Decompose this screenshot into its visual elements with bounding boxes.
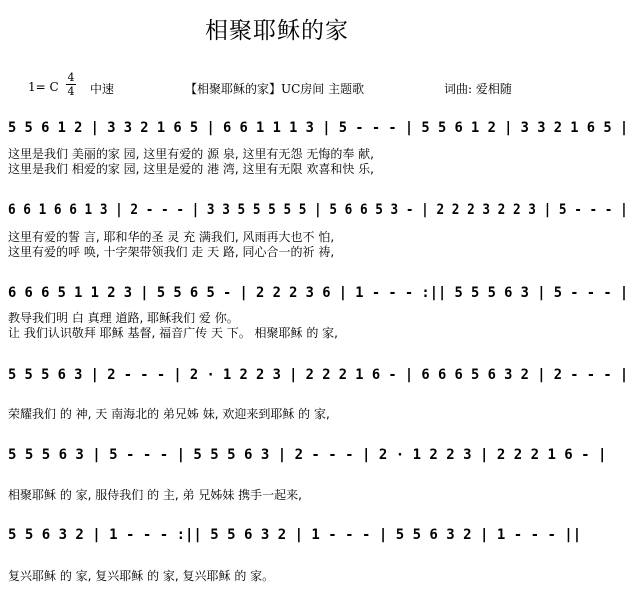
tempo-marking: 中速 xyxy=(90,82,115,96)
score-row-5-lyrics: 相聚耶稣 的 家, 服侍我们 的 主, 弟 兄姊妹 携手一起来, xyxy=(8,488,302,502)
score-row-2-lyrics-verse-1: 这里有爱的誓 言, 耶和华的圣 灵 充 满我们, 风雨再大也不 怕, xyxy=(8,230,335,244)
time-signature-bottom: 4 xyxy=(67,85,75,98)
score-row-1-lyrics-verse-2: 这里是我们 相爱的家 园, 这里是爱的 港 湾, 这里有无限 欢喜和快 乐, xyxy=(8,162,374,176)
score-row-2-notes: 6 6 1 6 6 1 3 | 2 - - - | 3 3 5 5 5 5 5 | 5 6 6 5 3 - | 2 2 2 3 2 2 3 | 5 - - - | xyxy=(8,202,628,218)
time-signature xyxy=(66,72,76,97)
score-row-5-notes: 5 5 5 6 3 | 5 - - - | 5 5 5 6 3 | 2 - - - | 2 · 1 2 2 3 | 2 2 2 1 6 - | xyxy=(8,447,607,463)
page-title: 相聚耶稣的家 xyxy=(205,18,349,44)
score-row-3-notes: 6 6 6 5 1 1 2 3 | 5 5 6 5 - | 2 2 2 3 6 | 1 - - - :|| 5 5 5 6 3 | 5 - - - | xyxy=(8,285,629,301)
score-row-4-notes: 5 5 5 6 3 | 2 - - - | 2 · 1 2 2 3 | 2 2 2 1 6 - | 6 6 6 5 6 3 2 | 2 - - - | xyxy=(8,367,629,383)
score-row-3-lyrics-verse-1: 教导我们明 白 真理 道路, 耶稣我们 爱 你。 xyxy=(8,311,239,325)
credits: 词曲: 爱相随 xyxy=(444,82,512,96)
score-row-6-lyrics: 复兴耶稣 的 家, 复兴耶稣 的 家, 复兴耶稣 的 家。 xyxy=(8,569,275,583)
time-signature-top: 4 xyxy=(67,71,75,84)
score-row-1-notes: 5 5 6 1 2 | 3 3 2 1 6 5 | 6 6 1 1 1 3 | 5 - - - | 5 5 6 1 2 | 3 3 2 1 6 5 | xyxy=(8,120,629,136)
score-row-3-lyrics-verse-2: 让 我们认识敬拜 耶稣 基督, 福音广传 天 下。 相聚耶稣 的 家, xyxy=(8,326,338,340)
score-row-6-notes: 5 5 6 3 2 | 1 - - - :|| 5 5 6 3 2 | 1 - - - | 5 5 6 3 2 | 1 - - - || xyxy=(8,527,582,543)
score-row-1-lyrics-verse-1: 这里是我们 美丽的家 园, 这里有爱的 源 泉, 这里有无怨 无悔的奉 献, xyxy=(8,147,374,161)
key-signature: 1= C xyxy=(28,80,59,94)
song-source: 【相聚耶稣的家】UC房间 主题歌 xyxy=(185,82,365,96)
score-row-2-lyrics-verse-2: 这里有爱的呼 唤, 十字架带领我们 走 天 路, 同心合一的祈 祷, xyxy=(8,245,335,259)
score-row-4-lyrics: 荣耀我们 的 神, 天 南海北的 弟兄姊 妹, 欢迎来到耶稣 的 家, xyxy=(8,407,330,421)
